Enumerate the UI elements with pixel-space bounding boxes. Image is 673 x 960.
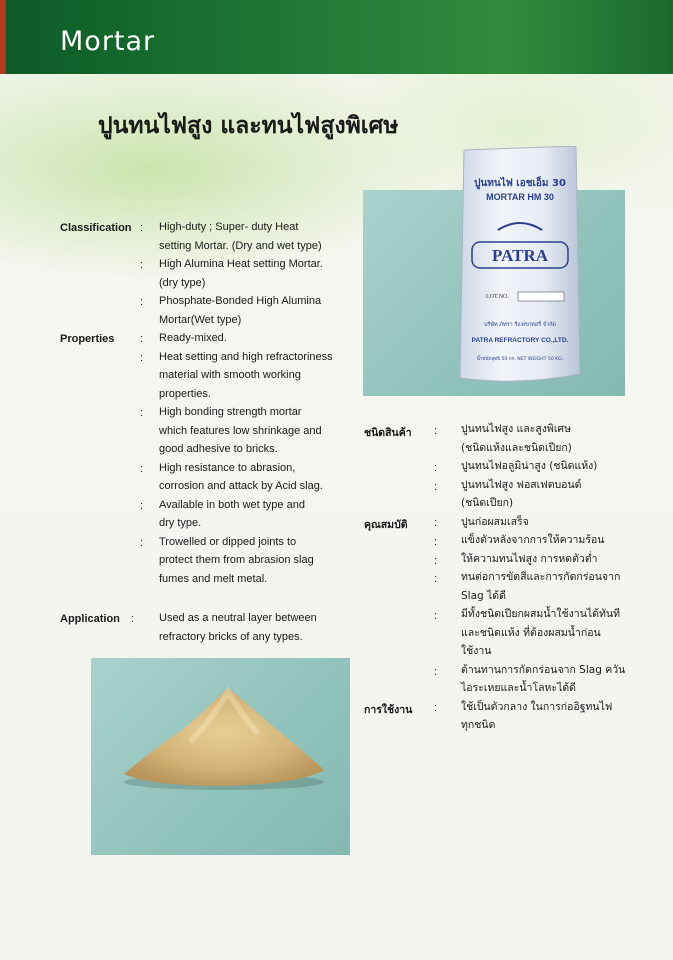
properties-line: Available in both wet type and bbox=[159, 498, 305, 511]
colon: : bbox=[434, 425, 438, 437]
bag-product-name: MORTAR HM 30 bbox=[486, 192, 554, 202]
mortar-powder-image bbox=[120, 682, 330, 792]
thai-properties-line: ทนต่อการขัดสีและการกัดกร่อนจาก bbox=[461, 571, 621, 583]
bullet-colon: : bbox=[434, 536, 438, 548]
properties-line: material with smooth working bbox=[159, 369, 301, 381]
bullet-colon: : bbox=[140, 499, 144, 512]
classification-line: High-duty ; Super- duty Heat bbox=[159, 221, 299, 233]
thai-properties-line: Slag ได้ดี bbox=[461, 589, 506, 602]
bullet-colon: : bbox=[140, 536, 144, 549]
bullet-colon: : bbox=[434, 554, 438, 567]
bag-thai-name: ปูนทนไฟ เอชเอ็ม 30 bbox=[474, 178, 566, 189]
thai-properties-line: ต้านทานการกัดกร่อนจาก Slag ควัน bbox=[461, 663, 626, 676]
properties-line: protect them from abrasion slag bbox=[159, 554, 314, 566]
thai-usage-line: ใช้เป็นตัวกลาง ในการก่ออิฐทนไฟ bbox=[461, 700, 613, 713]
header-title: Mortar bbox=[60, 26, 156, 57]
bullet-colon: : bbox=[140, 296, 144, 308]
bullet-colon: : bbox=[140, 351, 144, 364]
thai-product-type-label: ชนิดสินค้า bbox=[364, 427, 412, 439]
header-accent-stripe bbox=[0, 0, 6, 74]
thai-properties-line: ปูนก่อผสมเสร็จ bbox=[461, 515, 529, 528]
classification-line: (dry type) bbox=[159, 276, 206, 289]
bag-lot-label: LOT.NO. bbox=[486, 294, 509, 300]
properties-line: Ready-mixed. bbox=[159, 332, 227, 344]
thai-product-type-line: (ชนิดเปียก) bbox=[461, 497, 514, 509]
thai-properties-line: มีทั้งชนิดเปียกผสมน้ำใช้งานได้ทันที bbox=[461, 608, 620, 620]
colon: : bbox=[140, 333, 144, 345]
colon: : bbox=[131, 613, 135, 625]
classification-line: High Alumina Heat setting Mortar. bbox=[159, 258, 323, 270]
bag-brand: PATRA bbox=[491, 246, 549, 265]
classification-line: Phosphate-Bonded High Alumina bbox=[159, 295, 322, 307]
properties-label: Properties bbox=[60, 333, 115, 345]
application-line: Used as a neutral layer between bbox=[159, 612, 317, 624]
thai-properties-label: คุณสมบัติ bbox=[364, 519, 408, 531]
properties-line: corrosion and attack by Acid slag. bbox=[159, 480, 323, 492]
bullet-colon: : bbox=[140, 259, 144, 271]
bullet-colon: : bbox=[434, 665, 438, 678]
application-label: Application bbox=[60, 613, 120, 625]
bullet-colon: : bbox=[434, 573, 438, 585]
thai-properties-line: ใช้งาน bbox=[461, 645, 492, 657]
classification-label: Classification bbox=[60, 222, 132, 234]
properties-line: High resistance to abrasion, bbox=[159, 461, 296, 474]
properties-line: High bonding strength mortar bbox=[159, 406, 302, 418]
bullet-colon: : bbox=[434, 610, 438, 622]
classification-line: setting Mortar. (Dry and wet type) bbox=[159, 239, 322, 252]
thai-product-type-line: ปูนทนไฟสูง ฟอสเฟตบอนด์ bbox=[461, 478, 582, 491]
properties-line: fumes and melt metal. bbox=[159, 572, 268, 585]
colon: : bbox=[434, 517, 438, 529]
bag-company: PATRA REFRACTORY CO.,LTD. bbox=[471, 337, 569, 344]
colon: : bbox=[140, 222, 144, 234]
properties-line: good adhesive to bricks. bbox=[159, 443, 278, 455]
bag-net-weight: น้ำหนักสุทธิ 50 กก. NET WEIGHT 50 KG. bbox=[476, 357, 564, 362]
thai-product-type-line: (ชนิดแห้งและชนิดเปียก) bbox=[461, 441, 572, 454]
thai-properties-line: และชนิดแห้ง ที่ต้องผสมน้ำก่อน bbox=[461, 626, 601, 639]
properties-line: Heat setting and high refractoriness bbox=[159, 350, 333, 363]
properties-line: dry type. bbox=[159, 517, 202, 529]
thai-usage-label: การใช้งาน bbox=[364, 704, 413, 716]
thai-product-type-line: ปูนทนไฟสูง และสูงพิเศษ bbox=[461, 423, 572, 435]
colon: : bbox=[434, 702, 438, 714]
thai-product-type-line: ปูนทนไฟอลูมิน่าสูง (ชนิดแห้ง) bbox=[461, 460, 598, 472]
properties-line: which features low shrinkage and bbox=[159, 424, 322, 437]
application-line: refractory bricks of any types. bbox=[159, 630, 303, 643]
bag-company-thai: บริษัท ภัทรา รีแฟรกทอรี่ จำกัด bbox=[483, 322, 557, 328]
properties-line: properties. bbox=[159, 387, 211, 400]
bullet-colon: : bbox=[434, 462, 438, 474]
thai-properties-line: ไอระเหยและน้ำโลหะได้ดี bbox=[461, 682, 576, 694]
properties-line: Trowelled or dipped joints to bbox=[159, 535, 297, 548]
thai-usage-line: ทุกชนิด bbox=[461, 719, 496, 731]
thai-properties-line: แข็งตัวหลังจากการให้ความร้อน bbox=[461, 534, 605, 546]
classification-line: Mortar(Wet type) bbox=[159, 313, 242, 326]
page-title: ปูนทนไฟสูง และทนไฟสูงพิเศษ bbox=[98, 113, 399, 139]
bullet-colon: : bbox=[140, 407, 144, 419]
thai-properties-line: ให้ความทนไฟสูง การหดตัวต่ำ bbox=[461, 552, 598, 565]
bullet-colon: : bbox=[140, 462, 144, 475]
product-bag-image bbox=[458, 146, 582, 386]
bullet-colon: : bbox=[434, 480, 438, 493]
